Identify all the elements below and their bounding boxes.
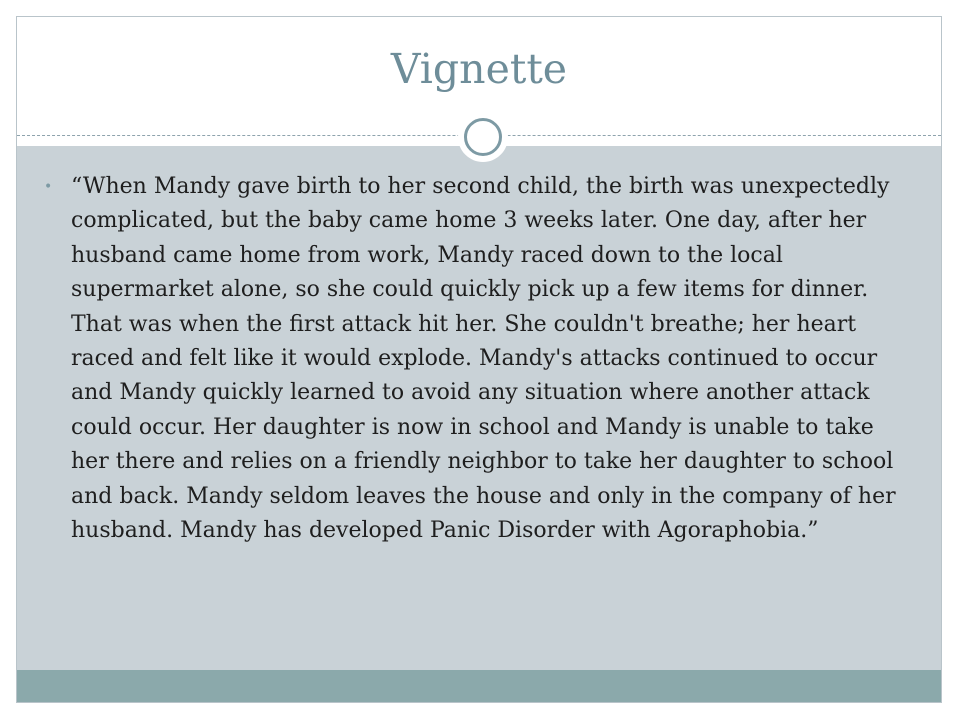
slide-title: Vignette [390,45,568,93]
bullet-item [44,170,915,548]
ring-icon [464,118,502,156]
footer-bar [17,670,941,702]
bullet-list [44,170,915,548]
content-area [17,146,941,672]
slide [16,16,942,703]
bullet-text: “When Mandy gave birth to her second child, the birth was unexpectedly complicated, but the baby came home 3 weeks later. One day, after her husband came home from work, Mandy raced down to the local supermarket alone, so she could quickly pick up a few items for dinner. That was when the first attack hit her. She couldn't breathe; her heart raced and felt like it would explode. Mandy's attacks continued to occur and Mandy quickly learned to avoid any situation where another attack could occur. Her daughter is now in school and Mandy is unable to take her there and relies on a friendly neighbor to take her daughter to school and back. Mandy seldom leaves the house and only in the company of her husband. Mandy has developed Panic Disorder with Agoraphobia.” [71,174,896,544]
circle-ornament-icon [458,112,508,162]
bullet-dot-icon: • [44,179,53,195]
